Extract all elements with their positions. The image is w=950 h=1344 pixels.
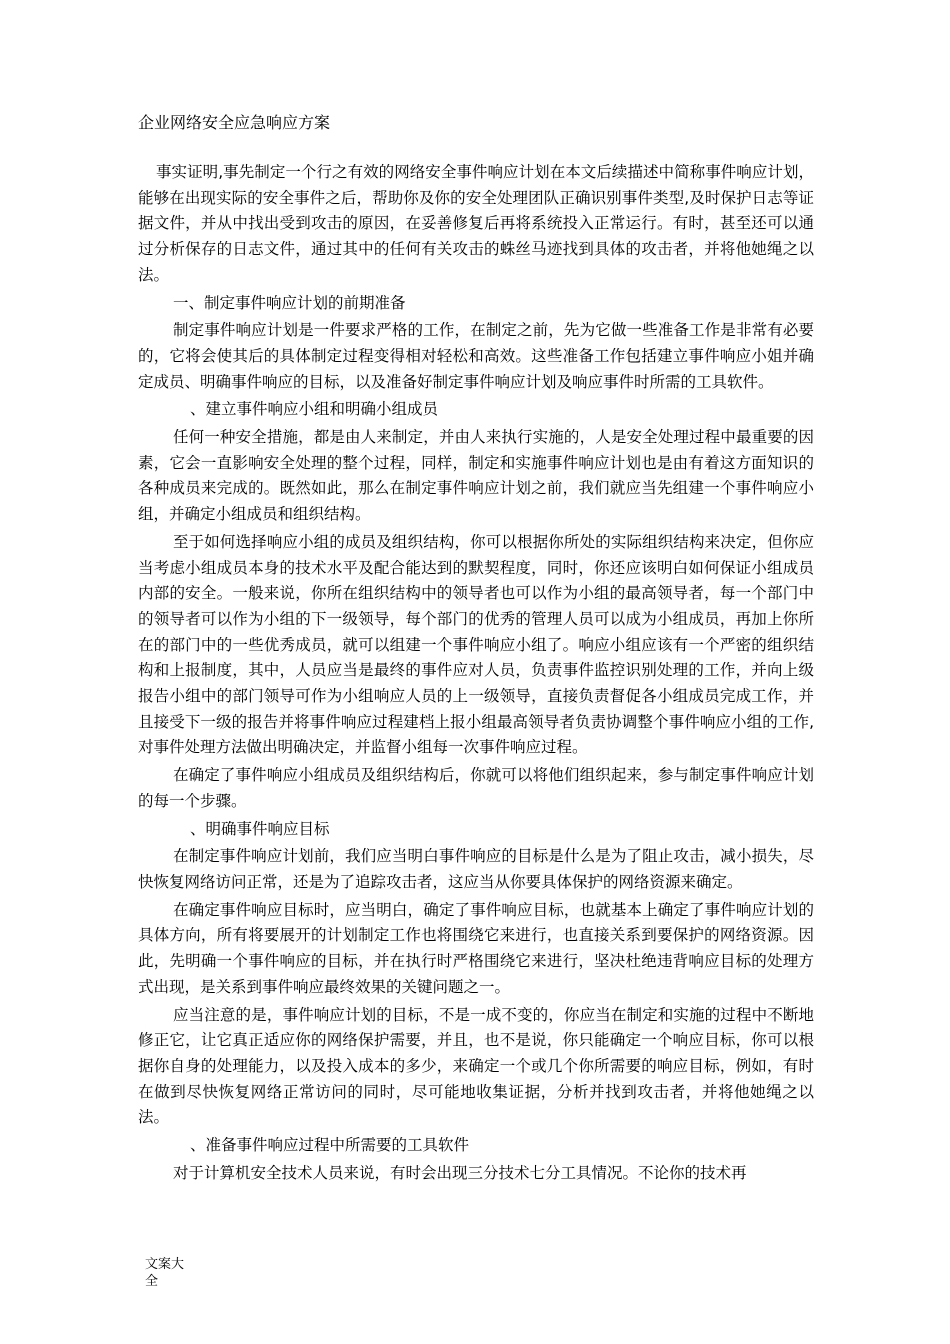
subsection-heading: 、建立事件响应小组和明确小组成员	[190, 400, 439, 419]
paragraph: 至于如何选择响应小组的成员及组织结构，你可以根据你所处的实际组织结构来决定，但你应当考虑小组成员本身的技术水平及配合能达到的默契程度，同时，你还应该明白如何保证小组成员内部的安全。一般来说，你所在组织结构中的领导者也可以作为小组的最高领导者，每一个部门中的领导者可以作为小组的下一级领导，每个部门的优秀的管理人员可以成为小组成员，再加上你所在的部门中的一些优秀成员，就可以组建一个事件响应小组了。响应小组应该有一个严密的组织结构和上报制度，其中，人员应当是最终的事件应对人员，负责事件监控识别处理的工作，并向上级报告小组中的部门领导可作为小组响应人员的上一级领导，直接负责督促各小组成员完成工作，并且接受下一级的报告并将事件响应过程建档上报小组最高领导者负责协调整个事件响应小组的工作,对事件处理方法做出明确决定，并监督小组每一次事件响应过程。	[138, 532, 814, 757]
paragraph: 在制定事件响应计划前，我们应当明白事件响应的目标是什么是为了阻止攻击，减小损失，尽快恢复网络访问正常，还是为了追踪攻击者，这应当从你要具体保护的网络资源来确定。	[138, 847, 814, 891]
section-heading: 一、制定事件响应计划的前期准备	[173, 293, 406, 312]
paragraph: 应当注意的是，事件响应计划的目标，不是一成不变的，你应当在制定和实施的过程中不断地修正它，让它真正适应你的网络保护需要，并且，也不是说，你只能确定一个响应目标，你可以根据你自身的处理能力，以及投入成本的多少，来确定一个或几个你所需要的响应目标，例如，有时在做到尽快恢复网络正常访问的同时，尽可能地收集证据，分析并找到攻击者，并将他她绳之以法。	[138, 1005, 814, 1127]
document-title: 企业网络安全应急响应方案	[138, 113, 331, 132]
document-body	[138, 160, 814, 1188]
paragraph: 对于计算机安全技术人员来说，有时会出现三分技术七分工具情况。不论你的技术再	[173, 1163, 747, 1182]
paragraph: 制定事件响应计划是一件要求严格的工作，在制定之前，先为它做一些准备工作是非常有必要的，它将会使其后的具体制定过程变得相对轻松和高效。这些准备工作包括建立事件响应小姐并确定成员、明确事件响应的目标，以及准备好制定事件响应计划及响应事件时所需的工具软件。	[138, 321, 814, 391]
subsection-heading: 、明确事件响应目标	[190, 819, 330, 838]
subsection-heading: 、准备事件响应过程中所需要的工具软件	[190, 1136, 470, 1155]
paragraph: 任何一种安全措施，都是由人来制定，并由人来执行实施的，人是安全处理过程中最重要的因素，它会一直影响安全处理的整个过程，同样，制定和实施事件响应计划也是由有着这方面知识的各种成员来完成的。既然如此，那么在制定事件响应计划之前，我们就应当先组建一个事件响应小组，并确定小组成员和组织结构。	[138, 428, 814, 524]
paragraph: 在确定了事件响应小组成员及组织结构后，你就可以将他们组织起来，参与制定事件响应计划的每一个步骤。	[138, 766, 814, 810]
paragraph: 在确定事件响应目标时，应当明白，确定了事件响应目标，也就基本上确定了事件响应计划的具体方向，所有将要展开的计划制定工作也将围绕它来进行，也直接关系到要保护的网络资源。因此，先明确一个事件响应的目标，并在执行时严格围绕它来进行，坚决杜绝违背响应目标的处理方式出现，是关系到事件响应最终效果的关键问题之一。	[138, 900, 814, 996]
page-footer: 文案大全	[145, 1257, 185, 1289]
paragraph: 事实证明,事先制定一个行之有效的网络安全事件响应计划在本文后续描述中简称事件响应计划，能够在出现实际的安全事件之后，帮助你及你的安全处理团队正确识别事件类型,及时保护日志等证据文件，并从中找出受到攻击的原因，在妥善修复后再将系统投入正常运行。有时，甚至还可以通过分析保存的日志文件，通过其中的任何有关攻击的蛛丝马迹找到具体的攻击者，并将他她绳之以法。	[138, 163, 814, 284]
